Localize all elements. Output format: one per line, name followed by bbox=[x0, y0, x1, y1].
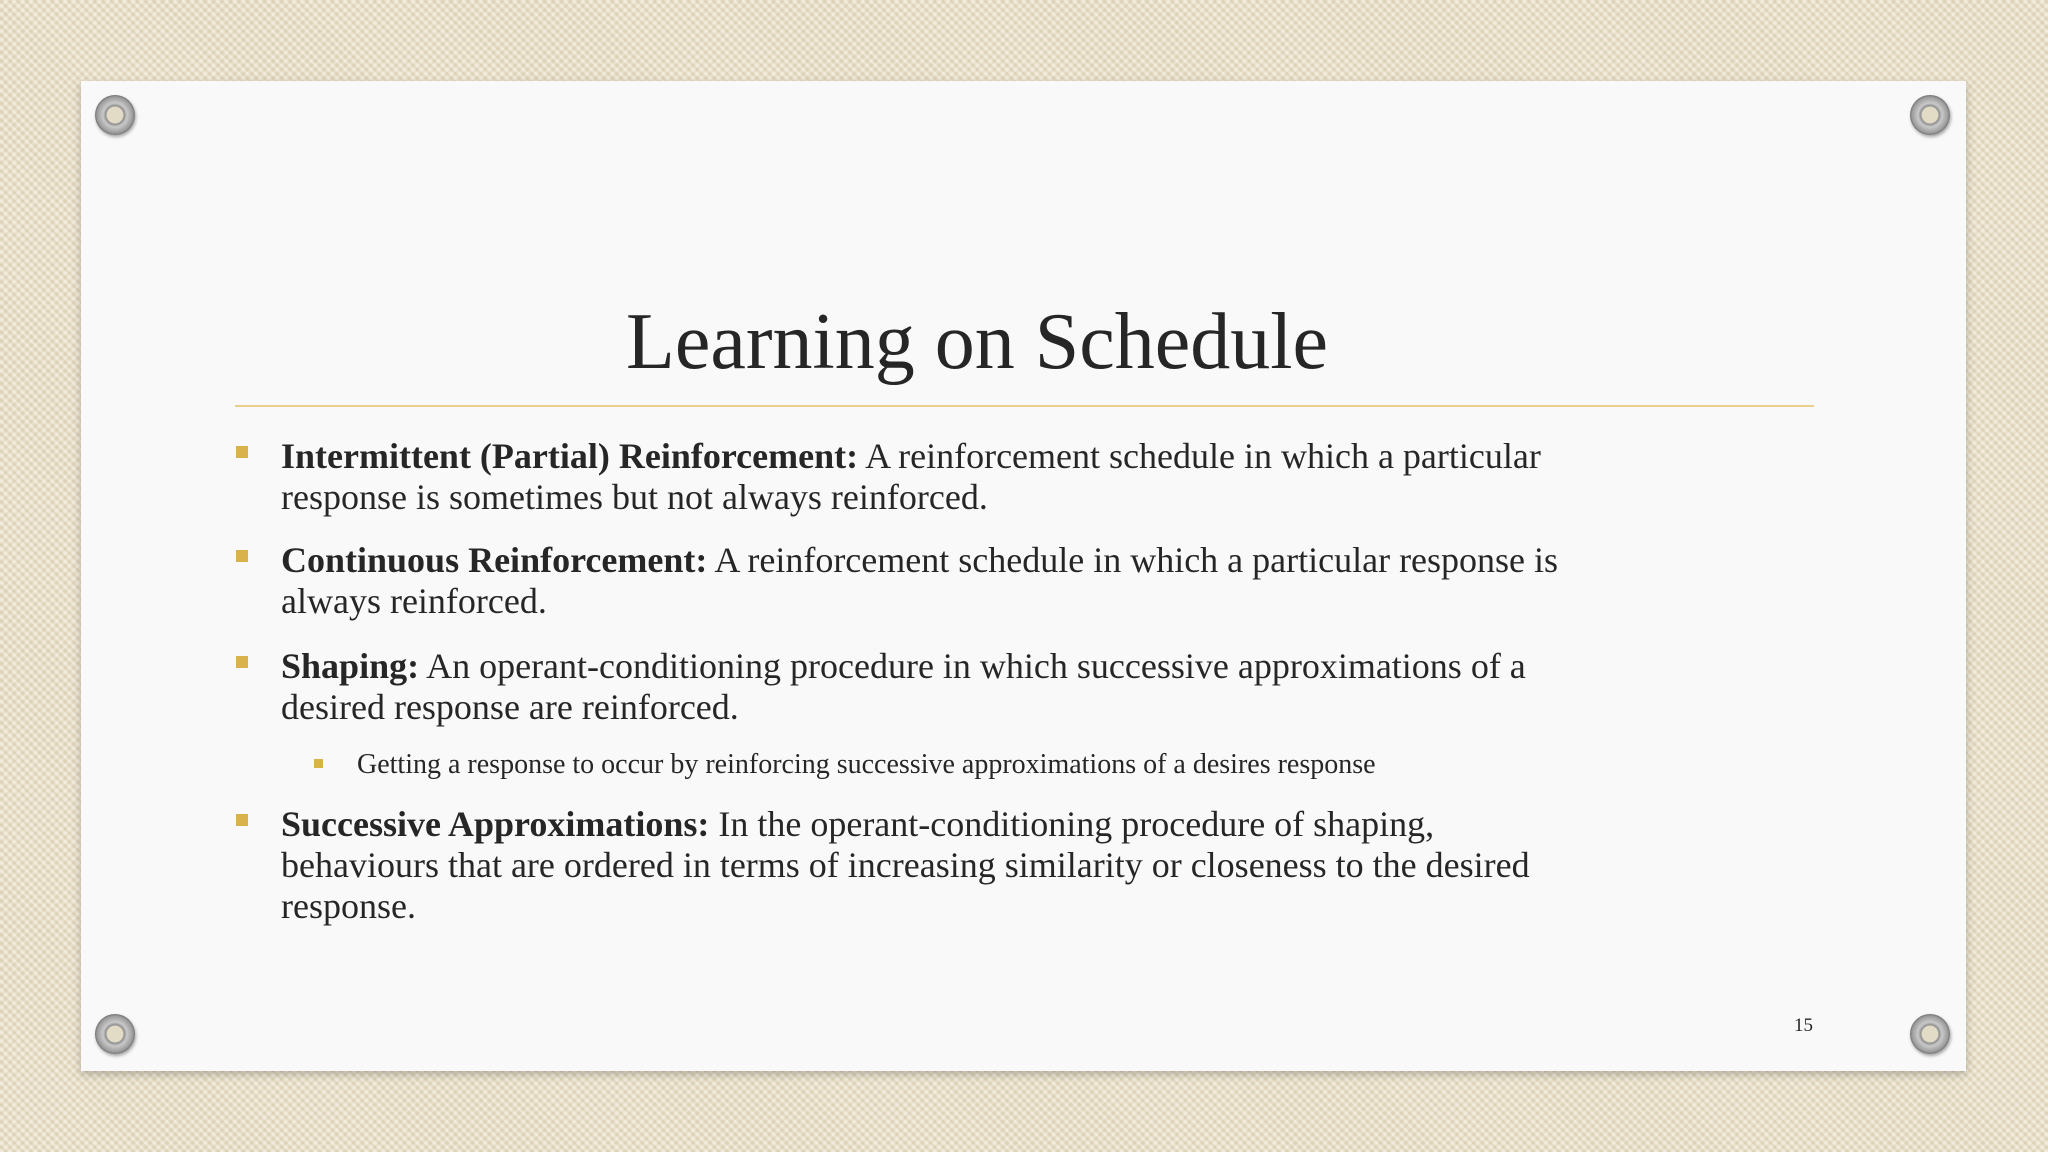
bullet-item bbox=[281, 436, 1541, 518]
definition-line: A reinforcement schedule in which a particular response is bbox=[714, 540, 1559, 580]
definition-line: In the operant-conditioning procedure of shaping, bbox=[718, 804, 1435, 844]
definition-line: response is sometimes but not always reinforced. bbox=[281, 477, 988, 517]
square-bullet-icon bbox=[314, 759, 323, 768]
slide-title: Learning on Schedule bbox=[626, 298, 1328, 386]
sub-bullet-item bbox=[357, 744, 1376, 785]
bullet-item bbox=[281, 540, 1558, 622]
grommet-icon bbox=[1910, 95, 1950, 135]
term: Successive Approximations: bbox=[281, 804, 710, 844]
page-number: 15 bbox=[1794, 1015, 1813, 1036]
grommet-icon bbox=[1910, 1014, 1950, 1054]
definition-line: A reinforcement schedule in which a particular bbox=[865, 436, 1541, 476]
sub-bullet-text: Getting a response to occur by reinforcing successive approximations of a desires response bbox=[357, 749, 1376, 780]
definition-line: behaviours that are ordered in terms of increasing similarity or closeness to the desired bbox=[281, 845, 1530, 885]
square-bullet-icon bbox=[236, 550, 248, 562]
term: Continuous Reinforcement: bbox=[281, 540, 708, 580]
definition-line: desired response are reinforced. bbox=[281, 687, 739, 727]
term: Intermittent (Partial) Reinforcement: bbox=[281, 436, 859, 476]
bullet-item bbox=[281, 646, 1526, 728]
definition-line: always reinforced. bbox=[281, 581, 547, 621]
definition-line: An operant-conditioning procedure in which successive approximations of a bbox=[426, 646, 1526, 686]
title-divider bbox=[235, 405, 1814, 407]
term: Shaping: bbox=[281, 646, 420, 686]
bullet-item bbox=[281, 804, 1530, 927]
square-bullet-icon bbox=[236, 814, 248, 826]
definition-line: response. bbox=[281, 886, 416, 926]
square-bullet-icon bbox=[236, 656, 248, 668]
grommet-icon bbox=[95, 1014, 135, 1054]
square-bullet-icon bbox=[236, 446, 248, 458]
grommet-icon bbox=[95, 95, 135, 135]
